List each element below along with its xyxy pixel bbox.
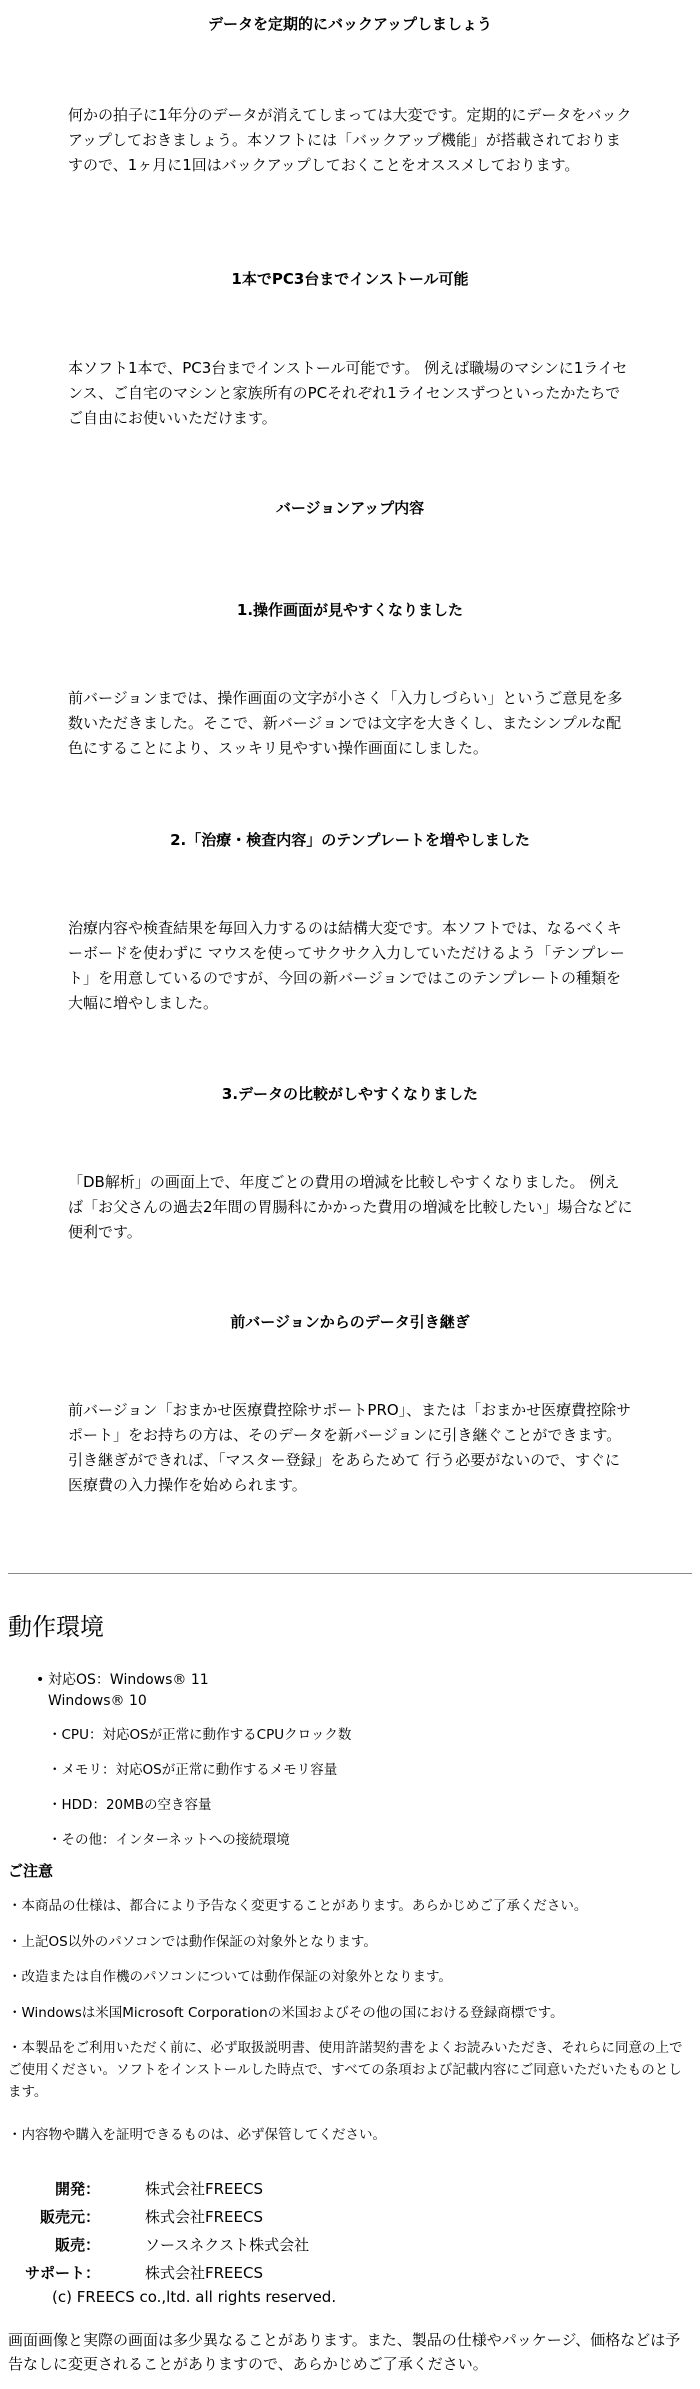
section-title-template: 2.「治療・検査内容」のテンプレートを増やしました	[170, 831, 530, 849]
env-item-other: ・その他：インターネットへの接続環境	[48, 1832, 290, 1848]
section-title-compare: 3.データの比較がしやすくなりました	[221, 1085, 479, 1103]
os-label: 対応OS：Windows® 11	[48, 1672, 209, 1688]
os-value-secondary: Windows® 10	[48, 1693, 147, 1709]
section-divider	[8, 1573, 692, 1574]
credit-value: ソースネクスト株式会社	[145, 2236, 310, 2254]
section-body-data-transfer: 前バージョン「おまかせ医療費控除サポートPRO」、または「おまかせ医療費控除サポート」をお持ちの方は、そのデータを新バージョンに引き継ぐことができます。引き継ぎができれば、「マスター登録」をあらためて 行う必要がないので、すぐに医療費の入力操作を始められます。	[68, 1401, 632, 1494]
credit-label: 販売元：	[39, 2208, 100, 2226]
section-body-screen: 前バージョンまでは、操作画面の文字が小さく「入力しづらい」というご意見を多数いただきました。そこで、新バージョンでは文字を大きくし、またシンプルな配色にすることにより、スッキリ見やすい操作画面にしました。	[68, 689, 623, 757]
section-body-template: 治療内容や検査結果を毎回入力するのは結構大変です。本ソフトでは、なるべくキーボードを使わずに マウスを使ってサクサク入力していただけるよう「テンプレート」を用意しているのですが、今回の新バージョンではこのテンプレートの種類を大幅に増やしました。	[68, 919, 625, 1012]
copyright-text: (c) FREECS co.,ltd. all rights reserved.	[52, 2288, 337, 2306]
credit-label: サポート：	[24, 2264, 100, 2282]
notice-item: ・改造または自作機のパソコンについては動作保証の対象外となります。	[8, 1969, 452, 1985]
credit-row-support	[0, 2259, 700, 2287]
credit-value: 株式会社FREECS	[145, 2208, 264, 2226]
section-title-data-transfer: 前バージョンからのデータ引き継ぎ	[230, 1313, 470, 1331]
footer-disclaimer: 画面画像と実際の画面は多少異なることがあります。また、製品の仕様やパッケージ、価格などは予告なしに変更されることがありますので、あらかじめご了承ください。	[8, 2331, 681, 2373]
bullet-dot: •	[36, 1672, 45, 1688]
credit-row-publisher	[0, 2203, 700, 2231]
credit-value: 株式会社FREECS	[145, 2264, 264, 2282]
notice-item: ・本商品の仕様は、都合により予告なく変更することがあります。あらかじめご了承ください。	[8, 1898, 588, 1914]
credit-row-developer	[0, 2175, 700, 2203]
section-title-install: 1本でPC3台までインストール可能	[231, 270, 469, 288]
section-body-compare: 「DB解析」の画面上で、年度ごとの費用の増減を比較しやすくなりました。 例えば「お父さんの過去2年間の胃腸科にかかった費用の増減を比較したい」場合などに便利です。	[68, 1173, 633, 1241]
notice-item: ・上記OS以外のパソコンでは動作保証の対象外となります。	[8, 1934, 377, 1950]
section-title-backup: データを定期的にバックアップしましょう	[208, 15, 492, 33]
credit-label: 販売：	[54, 2236, 100, 2254]
env-item-hdd: ・HDD：20MBの空き容量	[48, 1797, 212, 1813]
environment-heading: 動作環境	[8, 1613, 104, 1641]
env-item-memory: ・メモリ：対応OSが正常に動作するメモリ容量	[48, 1762, 338, 1778]
env-item-cpu: ・CPU：対応OSが正常に動作するCPUクロック数	[48, 1727, 352, 1743]
notice-item: ・Windowsは米国Microsoft Corporationの米国およびその他の国における登録商標です。	[8, 2005, 564, 2021]
credit-value: 株式会社FREECS	[145, 2180, 264, 2198]
notice-item: ・内容物や購入を証明できるものは、必ず保管してください。	[8, 2127, 386, 2143]
section-body-install: 本ソフト1本で、PC3台までインストール可能です。 例えば職場のマシンに1ライセンス、ご自宅のマシンと家族所有のPCそれぞれ1ライセンスずつといったかたちでご自由にお使いいただけます。	[68, 359, 628, 427]
notice-heading: ご注意	[8, 1862, 54, 1880]
credit-label: 開発：	[54, 2180, 100, 2198]
section-title-screen: 1.操作画面が見やすくなりました	[236, 601, 464, 619]
credit-row-seller	[0, 2231, 700, 2259]
section-body-backup: 何かの拍子に1年分のデータが消えてしまっては大変です。定期的にデータをバックアップしておきましょう。本ソフトには「バックアップ機能」が搭載されておりますので、1ヶ月に1回はバックアップしておくことをオススメしております。	[68, 106, 632, 174]
notice-item: ・本製品をご利用いただく前に、必ず取扱説明書、使用許諾契約書をよくお読みいただき、それらに同意の上でご使用ください。ソフトをインストールした時点で、すべての条項および記載内容にご同意いただいたものとします。	[8, 2040, 683, 2100]
section-title-version-up: バージョンアップ内容	[275, 499, 425, 517]
